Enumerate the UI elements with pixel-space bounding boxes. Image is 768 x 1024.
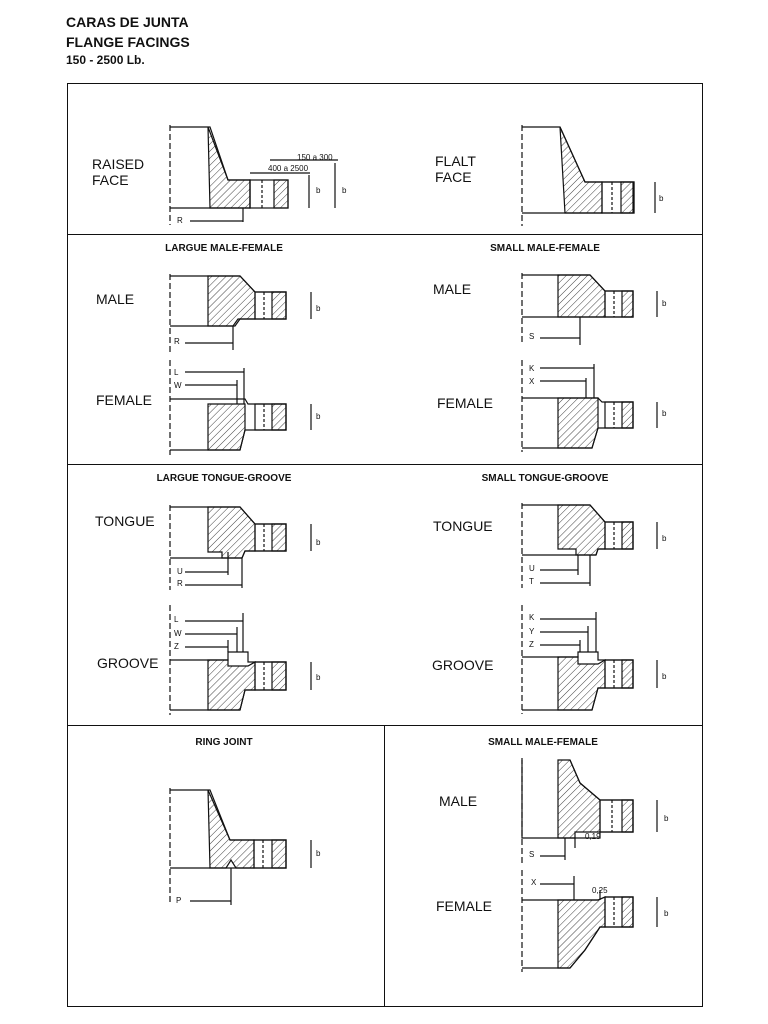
note-019: 0,19 [585, 832, 601, 841]
dim-s: S [529, 332, 535, 341]
dim-b: b [664, 814, 669, 823]
dim-r: R [174, 337, 180, 346]
dim-x: X [531, 878, 537, 887]
section-title-small-tongue-groove: SMALL TONGUE-GROOVE [481, 473, 609, 484]
note-025: 0,25 [592, 886, 608, 895]
label-male: MALE [96, 291, 135, 307]
dim-u: U [529, 564, 535, 573]
dim-t: T [529, 577, 534, 586]
dim-z: Z [529, 640, 534, 649]
label-female: FEMALE [437, 395, 494, 411]
note-400-2500: 400 a 2500 [268, 164, 309, 173]
dim-l: L [174, 368, 179, 377]
dim-r: R [177, 579, 183, 588]
dim-w: W [174, 629, 182, 638]
dim-u: U [177, 567, 183, 576]
dim-w: W [174, 381, 182, 390]
section-title-large-tongue-groove: LARGUE TONGUE-GROOVE [156, 473, 292, 484]
dim-x: X [529, 377, 535, 386]
dim-b: b [316, 673, 321, 682]
label-groove: GROOVE [97, 655, 159, 671]
label-raised-face: RAISED FACE [92, 156, 145, 188]
dim-b: b [316, 538, 321, 547]
label-female: FEMALE [96, 392, 153, 408]
section-title-small-male-female-2: SMALL MALE-FEMALE [488, 737, 598, 748]
note-150-300: 150 a 300 [297, 153, 333, 162]
dim-b: b [316, 412, 321, 421]
dim-b: b [342, 186, 347, 195]
dim-k: K [529, 364, 535, 373]
dim-b: b [316, 186, 321, 195]
label-male: MALE [439, 793, 478, 809]
dim-b: b [664, 909, 669, 918]
dim-k: K [529, 613, 535, 622]
title-en: FLANGE FACINGS [66, 34, 190, 50]
dim-b: b [316, 849, 321, 858]
dim-p: P [176, 896, 182, 905]
title-es: CARAS DE JUNTA [66, 14, 189, 30]
label-tongue: TONGUE [433, 518, 493, 534]
section-title-small-male-female: SMALL MALE-FEMALE [490, 243, 600, 254]
dim-r: R [177, 216, 183, 225]
dim-l: L [174, 615, 179, 624]
dim-b: b [659, 194, 664, 203]
subtitle: 150 - 2500 Lb. [66, 53, 145, 67]
label-flat-face: FLALT FACE [435, 153, 476, 185]
dim-b: b [662, 672, 667, 681]
label-female: FEMALE [436, 898, 493, 914]
label-tongue: TONGUE [95, 513, 155, 529]
dim-z: Z [174, 642, 179, 651]
section-title-ring-joint: RING JOINT [195, 737, 253, 748]
dim-b: b [662, 534, 667, 543]
dim-s: S [529, 850, 535, 859]
dim-b: b [316, 304, 321, 313]
dim-b: b [662, 299, 667, 308]
dim-b: b [662, 409, 667, 418]
section-title-large-male-female: LARGUE MALE-FEMALE [165, 243, 283, 254]
label-groove: GROOVE [432, 657, 494, 673]
label-male: MALE [433, 281, 472, 297]
dim-y: Y [529, 627, 535, 636]
